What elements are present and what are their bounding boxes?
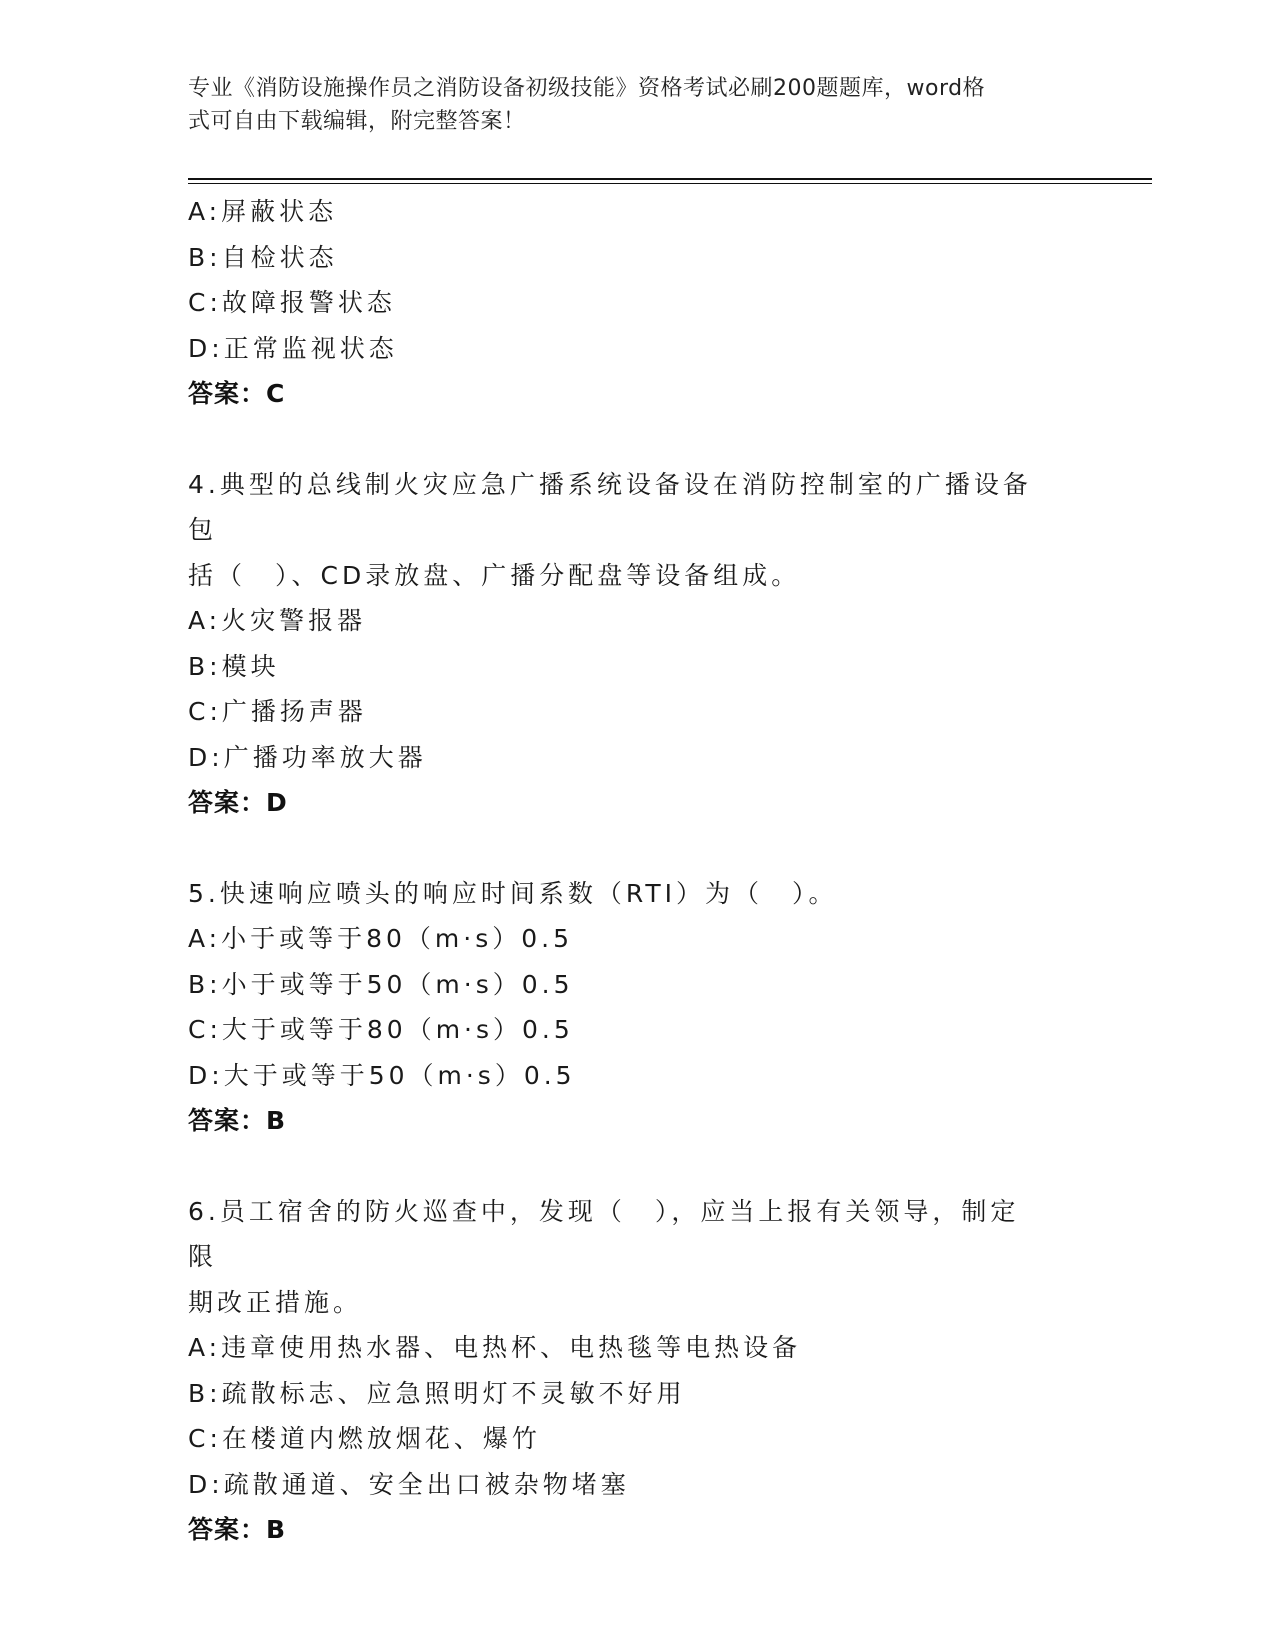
option-label: D: (188, 333, 224, 363)
option-text: 自检状态 (221, 242, 338, 272)
answer-line (188, 371, 1088, 417)
option-text: 疏散通道、安全出口被杂物堵塞 (223, 1469, 630, 1499)
answer-value: D (266, 788, 288, 817)
question-text (188, 1189, 1048, 1326)
option-b (188, 1371, 1088, 1417)
header-line-2: 式可自由下载编辑，附完整答案！ (188, 109, 526, 134)
option-label: C: (188, 288, 222, 317)
option-label: B: (188, 651, 222, 681)
answer-label: 答案： (188, 1515, 267, 1544)
question-text-line-2: 期改正措施。 (188, 1287, 363, 1317)
option-label: C: (188, 1015, 222, 1044)
question-text-line-1: 员工宿舍的防火巡查中，发现（ ），应当上报有关领导，制定限 (188, 1196, 1020, 1271)
option-text: 火灾警报器 (221, 606, 367, 635)
option-label: C: (188, 1424, 222, 1453)
option-text: 在楼道内燃放烟花、爆竹 (221, 1424, 541, 1453)
header-line-1: 专业《消防设施操作员之消防设备初级技能》资格考试必刷200题题库，word格 (188, 76, 986, 101)
answer-value: B (266, 1515, 287, 1544)
option-text: 大于或等于80（m·s）0.5 (221, 1015, 574, 1044)
option-text: 大于或等于50（m·s）0.5 (223, 1060, 576, 1090)
option-c (188, 1007, 1088, 1053)
answer-label: 答案： (188, 379, 267, 408)
option-text: 故障报警状态 (221, 288, 396, 317)
answer-label: 答案： (188, 788, 267, 817)
question-block-continued (188, 189, 1088, 417)
option-text: 广播扬声器 (221, 697, 367, 726)
option-label: D: (188, 1469, 224, 1499)
question-text-line-1: 快速响应喷头的响应时间系数（RTI）为（ ）。 (219, 878, 838, 908)
option-a (188, 598, 1088, 644)
question-text (188, 871, 1048, 917)
option-d (188, 326, 1088, 372)
option-text: 模块 (221, 651, 280, 681)
answer-line (188, 780, 1088, 826)
option-text: 屏蔽状态 (221, 197, 338, 226)
option-a (188, 1325, 1088, 1371)
option-label: B: (188, 242, 222, 272)
option-c (188, 1416, 1088, 1462)
question-text (188, 462, 1048, 599)
option-b (188, 962, 1088, 1008)
option-text: 疏散标志、应急照明灯不灵敏不好用 (221, 1378, 686, 1408)
option-c (188, 689, 1088, 735)
spacer (188, 417, 1088, 462)
question-block-5 (188, 871, 1088, 1144)
document-header (188, 72, 1068, 138)
option-b (188, 644, 1088, 690)
option-text: 广播功率放大器 (223, 742, 427, 772)
question-list (188, 189, 1088, 1553)
option-label: B: (188, 1378, 222, 1408)
option-d (188, 735, 1088, 781)
question-number: 5. (188, 878, 220, 908)
question-text-line-1: 典型的总线制火灾应急广播系统设备设在消防控制室的广播设备包 (188, 469, 1032, 544)
answer-value: B (266, 1106, 287, 1135)
question-number: 6. (188, 1196, 220, 1226)
option-text: 正常监视状态 (223, 333, 398, 363)
question-text-line-2: 括（ ）、CD录放盘、广播分配盘等设备组成。 (188, 560, 801, 590)
answer-value: C (266, 379, 286, 408)
option-text: 违章使用热水器、电热杯、电热毯等电热设备 (221, 1333, 802, 1362)
option-text: 小于或等于50（m·s）0.5 (221, 969, 574, 999)
option-label: A: (188, 924, 222, 953)
option-a (188, 916, 1088, 962)
option-label: A: (188, 1333, 222, 1362)
option-d (188, 1462, 1088, 1508)
answer-line (188, 1507, 1088, 1553)
question-block-6 (188, 1189, 1088, 1553)
option-a (188, 189, 1088, 235)
option-b (188, 235, 1088, 281)
option-label: A: (188, 197, 222, 226)
option-label: D: (188, 1060, 224, 1090)
option-label: A: (188, 606, 222, 635)
question-number: 4. (188, 469, 220, 499)
option-label: B: (188, 969, 222, 999)
option-text: 小于或等于80（m·s）0.5 (221, 924, 573, 953)
option-d (188, 1053, 1088, 1099)
spacer (188, 826, 1088, 871)
option-label: D: (188, 742, 224, 772)
spacer (188, 1144, 1088, 1189)
header-divider-thick (188, 178, 1152, 180)
question-block-4 (188, 462, 1088, 826)
answer-line (188, 1098, 1088, 1144)
option-c (188, 280, 1088, 326)
option-label: C: (188, 697, 222, 726)
answer-label: 答案： (188, 1106, 267, 1135)
header-divider-thin (188, 183, 1152, 184)
